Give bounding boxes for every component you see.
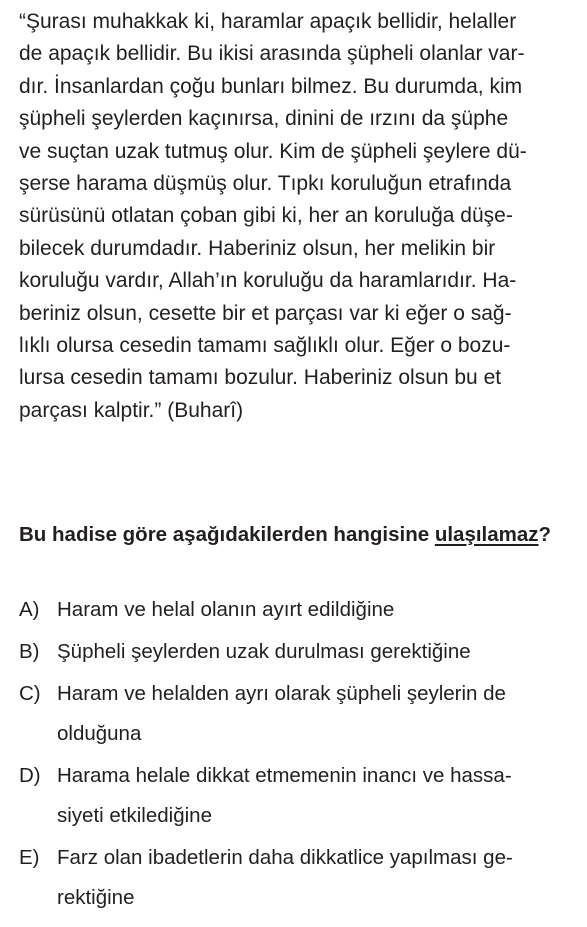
option-line: Harama helale dikkat etmemenin inancı ve hassa- (57, 764, 512, 787)
question-negative-word: ulaşılamaz (434, 523, 539, 546)
option-line: Farz olan ibadetlerin daha dikkatlice yapılması ge- (57, 846, 513, 869)
option-text (57, 756, 512, 836)
option-line: Şüpheli şeylerden uzak durulması gerektiğine (57, 640, 471, 663)
option-line: rektiğine (57, 886, 135, 909)
option-line: Haram ve helal olanın ayırt edildiğine (57, 598, 395, 621)
option-line: olduğuna (57, 722, 142, 745)
option-letter: A) (19, 598, 40, 621)
option-letter: C) (19, 682, 41, 705)
option-text (57, 674, 506, 754)
option-letter: E) (19, 846, 40, 869)
option-letter: D) (19, 764, 41, 787)
passage-line: koruluğu vardır, Allah’ın koruluğu da haramlarıdır. Ha- (19, 269, 517, 293)
passage-line: lıklı olursa cesedin tamamı sağlıklı olur. Eğer o bozu- (19, 334, 511, 358)
option-text (57, 590, 394, 630)
option-text (57, 838, 513, 918)
passage-line: de apaçık bellidir. Bu ikisi arasında şüpheli olanlar var- (19, 42, 525, 66)
question-suffix: ? (538, 523, 552, 546)
passage-line: şüpheli şeylerden kaçınırsa, dinini de ırzını da şüphe (19, 107, 509, 131)
option-line: Haram ve helalden ayrı olarak şüpheli şeylerin de (57, 682, 506, 705)
question-stem (19, 520, 575, 550)
option-line: siyeti etkilediğine (57, 804, 212, 827)
option-text (57, 632, 471, 672)
passage-line: “Şurası muhakkak ki, haramlar apaçık bellidir, helaller (19, 10, 517, 33)
passage-line: parçası kalptir.” (Buharî) (19, 398, 244, 422)
option-letter: B) (19, 640, 40, 663)
passage-line: bilecek durumdadır. Haberiniz olsun, her melikin bir (19, 236, 496, 260)
passage-line: dır. İnsanlardan çoğu bunları bilmez. Bu durumda, kim (19, 74, 523, 98)
passage-line: şerse harama düşmüş olur. Tıpkı koruluğun etrafında (19, 172, 512, 196)
passage-line: beriniz olsun, cesette bir et parçası var ki eğer o sağ- (19, 301, 512, 325)
passage-line: sürüsünü otlatan çoban gibi ki, her an koruluğa düşe- (19, 204, 513, 228)
passage-line: lursa cesedin tamamı bozulur. Haberiniz olsun bu et (19, 366, 502, 390)
hadith-passage (19, 6, 575, 427)
question-prefix: Bu hadise göre aşağıdakilerden hangisine (19, 523, 435, 546)
passage-line: ve suçtan uzak tutmuş olur. Kim de şüpheli şeylere dü- (19, 139, 527, 163)
